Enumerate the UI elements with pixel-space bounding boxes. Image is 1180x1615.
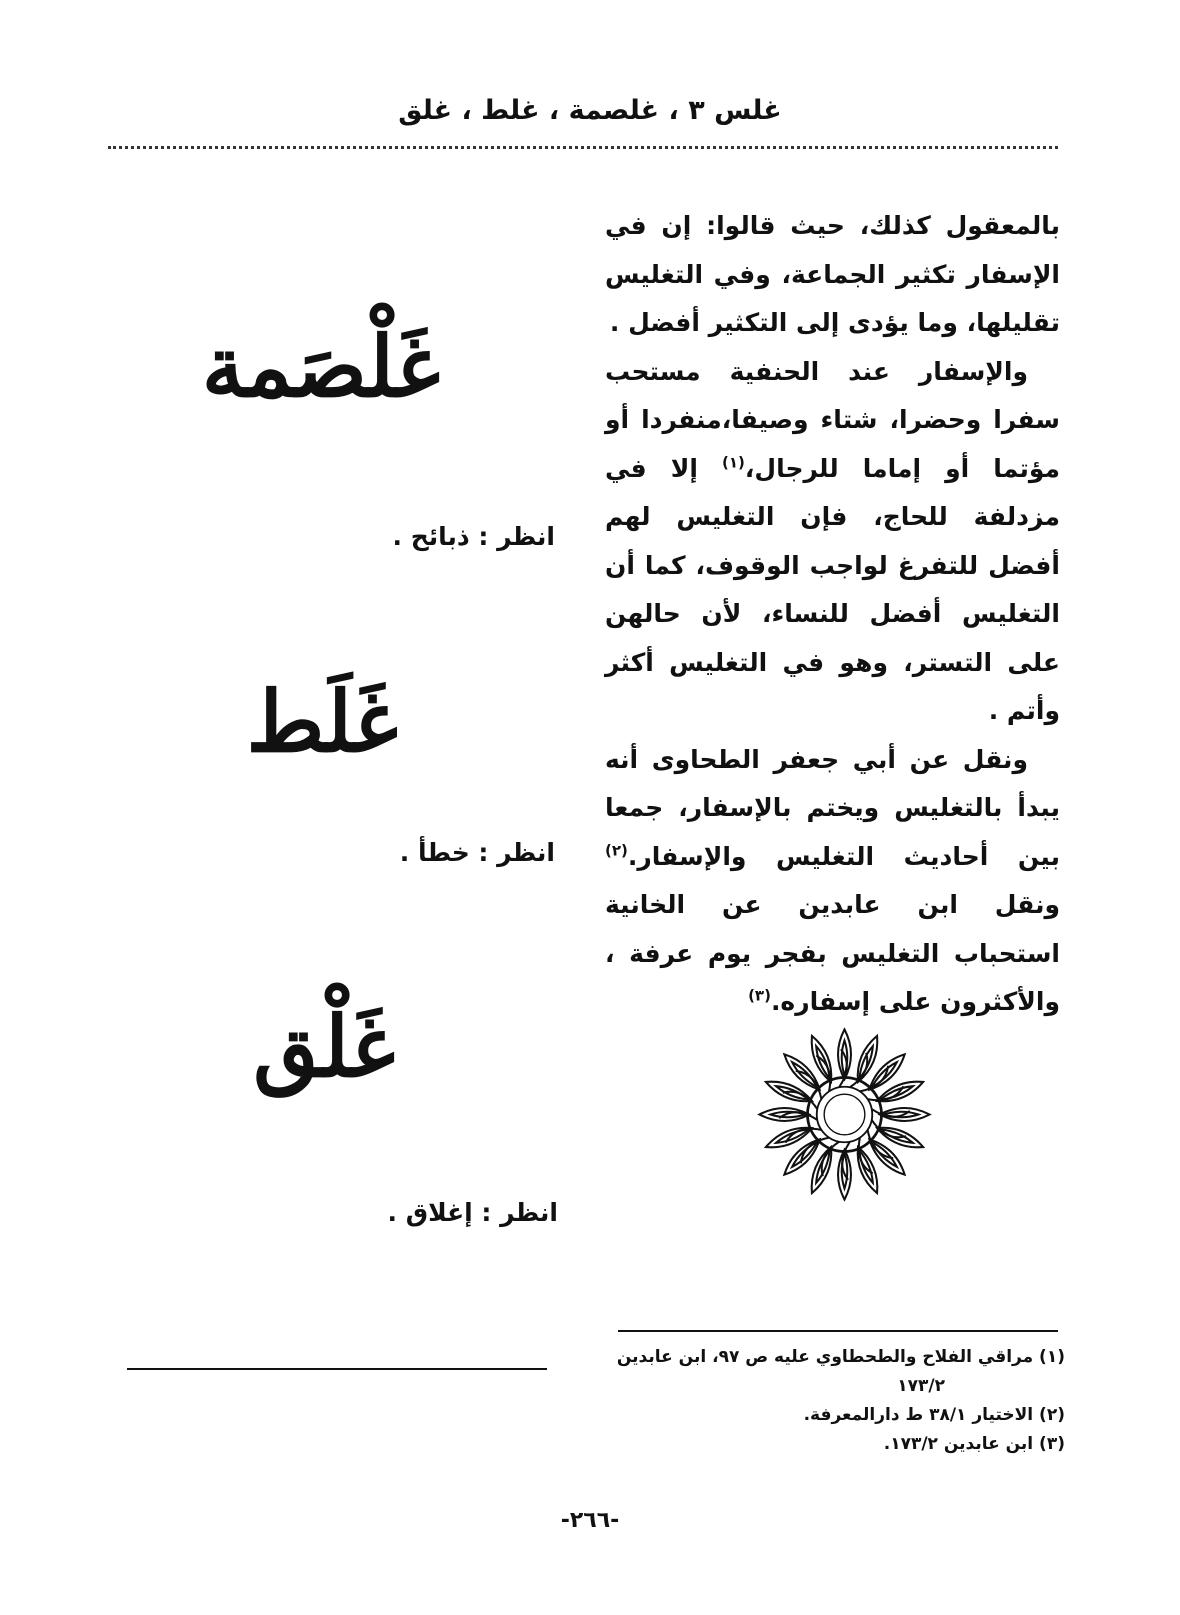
cross-reference-dhabaih[interactable]: انظر : ذبائح . [392, 522, 555, 551]
footnote-3: (٣) ابن عابدين ١٧٣/٢. [883, 1434, 1065, 1454]
paragraph-3-text-b: ونقل ابن عابدين عن الخانية استحباب التغليس بفجر يوم عرفة ، والأكثرون على إسفاره. [605, 890, 1060, 1016]
footnote-2: (٢) الاختيار ٣٨/١ ط دارالمعرفة. [803, 1405, 1065, 1425]
footnote-ref-1[interactable]: (١) [722, 453, 745, 472]
footnote-ref-3[interactable]: (٣) [748, 986, 771, 1005]
paragraph-2-text-b: إلا في مزدلفة للحاج، فإن التغليس لهم أفضل للتفرغ لواجب الوقوف، كما أن التغليس أفضل للنساء، لأن حالهن على التستر، وهو في التغليس أكثر وأتم . [605, 453, 1060, 725]
headword-ghalq: غَلْق [253, 997, 395, 1096]
footnote-ref-2[interactable]: (٢) [605, 841, 628, 860]
footnote-1: (١) مراقي الفلاح والطحطاوي عليه ص ٩٧، ابن عابدين [616, 1347, 1065, 1367]
star-rosette-ornament-icon [752, 1022, 937, 1207]
header-dotted-rule [108, 146, 1058, 149]
headword-ghalat: غَلَط [246, 672, 398, 771]
body-paragraph-3 [605, 736, 1060, 1027]
left-separator-line [127, 1368, 547, 1370]
page-number: -٢٦٦- [560, 1508, 620, 1533]
footnote-separator [618, 1330, 1058, 1332]
running-header: غلس ٣ ، غلصمة ، غلط ، غلق [398, 95, 782, 126]
footnote-1-continuation: ١٧٣/٢ [897, 1376, 945, 1396]
paragraph-2-text-a: والإسفار عند الحنفية مستحب سفرا وحضرا، شتاء وصيفا،منفردا أو مؤتما أو إماما للرجال، [605, 356, 1060, 483]
headword-ghalsama: غَلْصَمة [201, 317, 440, 416]
main-body-text [605, 202, 1060, 1027]
paragraph-3-text-a: ونقل عن أبي جعفر الطحاوى أنه يبدأ بالتغليس ويختم بالإسفار، جمعا بين أحاديث التغليس والإسفار. [605, 744, 1060, 871]
footnotes [600, 1343, 1065, 1459]
cross-reference-ighlaq[interactable]: انظر : إغلاق . [387, 1198, 558, 1227]
body-paragraph-2 [605, 348, 1060, 736]
cross-reference-khata[interactable]: انظر : خطأ . [399, 838, 555, 867]
body-paragraph-1: بالمعقول كذلك، حيث قالوا: إن في الإسفار تكثير الجماعة، وفي التغليس تقليلها، وما يؤدى إلى التكثير أفضل . [605, 211, 1060, 337]
